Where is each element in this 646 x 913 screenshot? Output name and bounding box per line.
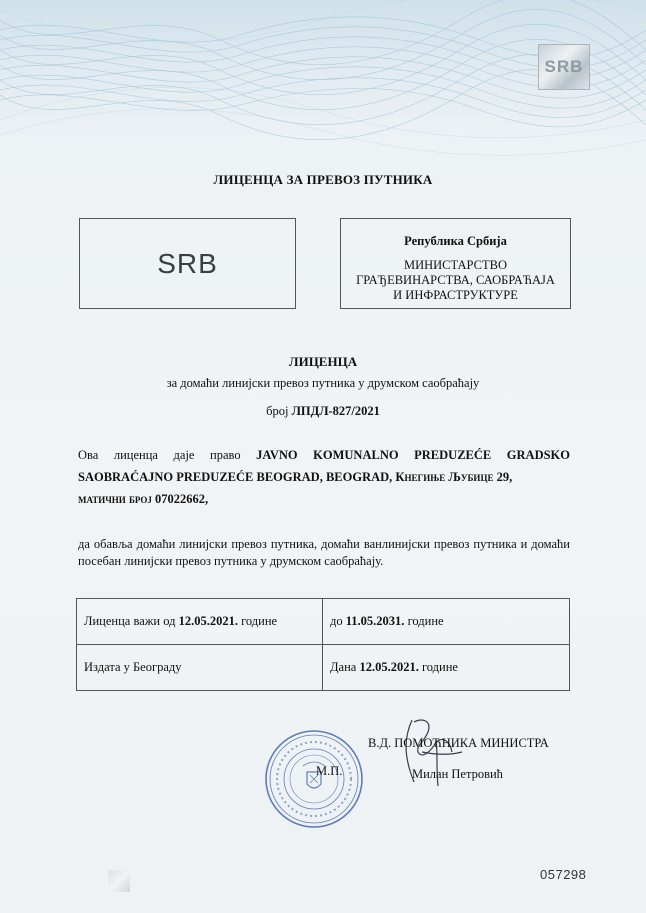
issue-date: 12.05.2021. — [359, 660, 419, 674]
license-number-prefix: број — [266, 404, 292, 418]
issued-place-cell: Издата у Београду — [77, 645, 323, 691]
license-number: ЛПДЛ-827/2021 — [291, 404, 380, 418]
scope-paragraph: да обавља домаћи линијски превоз путника, домаћи ванлинијски превоз путника и домаћи посебан линијски превоз путника у друмском саобраћају. — [78, 537, 570, 568]
grant-intro: Ова лиценца даје право — [78, 448, 257, 462]
company-address: Кнегиње Љубице 29, — [392, 470, 513, 484]
valid-to-cell: до 11.05.2031. године — [323, 599, 570, 645]
valid-from-cell: Лиценца важи од 12.05.2021. године — [77, 599, 323, 645]
country-code-box — [79, 218, 296, 309]
ministry-line-2: ГРАЂЕВИНАРСТВА, САОБРАЋАЈА — [356, 273, 555, 287]
valid-to-date: 11.05.2031. — [345, 614, 405, 628]
company-name: JAVNO KOMUNALNO PREDUZEĆE GRADSKO SAOBRAĆAJNO PREDUZEĆE BEOGRAD, BEOGRAD, — [78, 448, 571, 484]
license-subtitle: за домаћи линијски превоз путника у друмском саобраћају — [166, 376, 480, 390]
table-row — [77, 599, 570, 645]
grant-paragraph — [78, 444, 570, 510]
valid-from-date: 12.05.2021. — [178, 614, 238, 628]
issue-date-cell: Дана 12.05.2021. године — [323, 645, 570, 691]
issuer-ministry — [341, 258, 570, 303]
security-hologram-small — [108, 870, 130, 892]
validity-table — [76, 598, 570, 691]
signatory-name: Милан Петровић — [412, 767, 503, 781]
ministry-line-3: И ИНФРАСТРУКТУРЕ — [393, 288, 518, 302]
issuer-box — [340, 218, 571, 309]
license-title: ЛИЦЕНЦА — [288, 354, 358, 369]
official-seal — [263, 728, 365, 830]
document-title: ЛИЦЕНЦА ЗА ПРЕВОЗ ПУТНИКА — [213, 172, 433, 187]
table-row — [77, 645, 570, 691]
stamp-label: М.П. — [316, 764, 343, 778]
issuer-republic: Република Србија — [404, 234, 507, 248]
license-number-line — [0, 404, 646, 419]
registration-number: матични број 07022662, — [78, 492, 209, 506]
serial-number: 057298 — [540, 867, 587, 882]
ministry-line-1: МИНИСТАРСТВО — [403, 258, 507, 272]
country-code: SRB — [157, 247, 218, 279]
signatory-role: В.Д. ПОМОЋНИКА МИНИСТРА — [368, 736, 549, 750]
srb-hologram: SRB — [538, 44, 590, 90]
